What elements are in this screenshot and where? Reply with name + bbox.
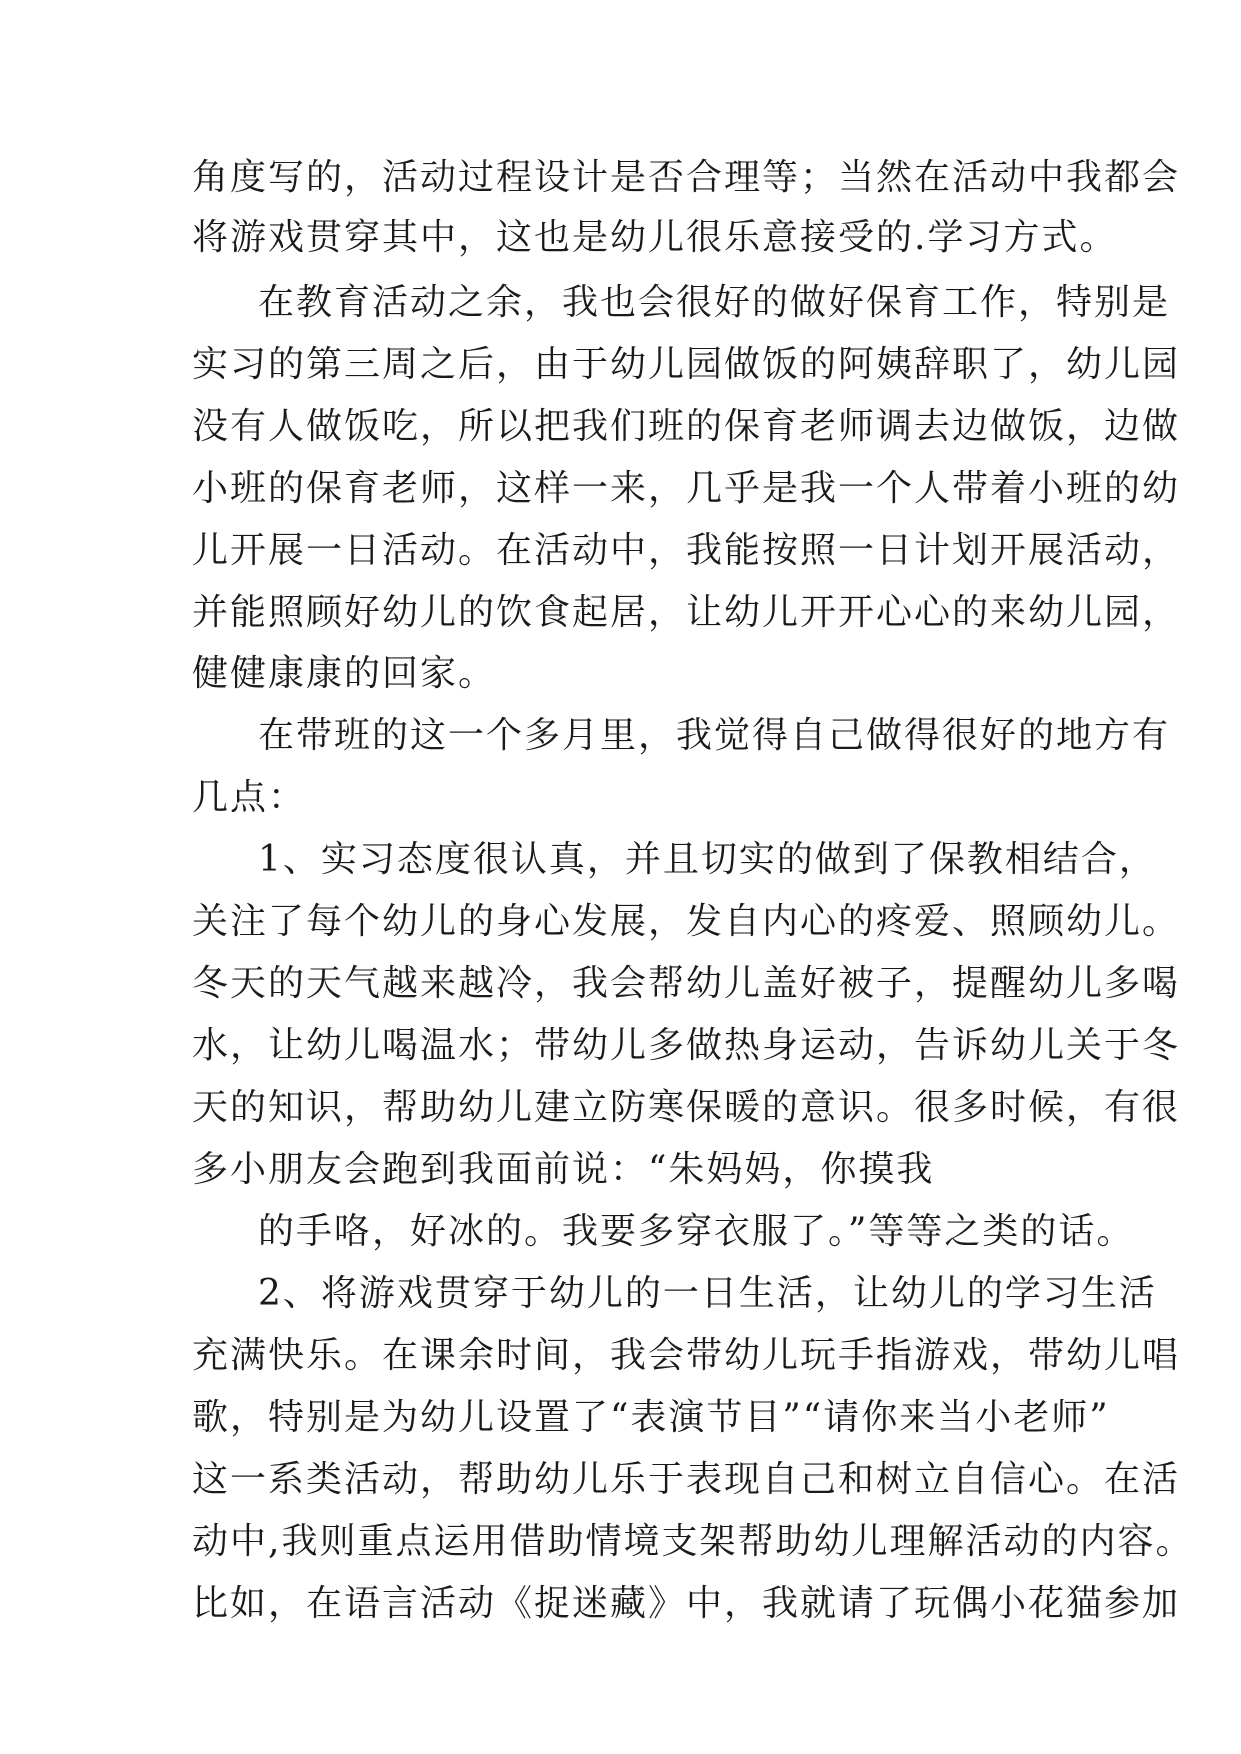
text-line: 小班的保育老师，这样一来，几乎是我一个人带着小班的幼 <box>192 468 1181 509</box>
text-line: 充满快乐。在课余时间，我会带幼儿玩手指游戏，带幼儿唱 <box>192 1335 1181 1376</box>
paragraph-start-line: 的手咯，好冰的。我要多穿衣服了。”等等之类的话。 <box>258 1211 1135 1252</box>
text-line: 多小朋友会跑到我面前说：“朱妈妈，你摸我 <box>192 1149 935 1190</box>
text-line: 健健康康的回家。 <box>192 653 497 694</box>
text-line: 水，让幼儿喝温水；带幼儿多做热身运动，告诉幼儿关于冬 <box>192 1025 1181 1066</box>
text-line: 这一系类活动，帮助幼儿乐于表现自己和树立自信心。在活 <box>192 1459 1181 1500</box>
paragraph-start-line: 2、将游戏贯穿于幼儿的一日生活，让幼儿的学习生活 <box>258 1273 1157 1314</box>
text-line: 没有人做饭吃，所以把我们班的保育老师调去边做饭，边做 <box>192 406 1181 447</box>
paragraph-start-line: 在教育活动之余，我也会很好的做好保育工作，特别是 <box>258 282 1171 323</box>
text-line: 天的知识，帮助幼儿建立防寒保暖的意识。很多时候，有很 <box>192 1087 1181 1128</box>
text-line: 冬天的天气越来越冷，我会帮幼儿盖好被子，提醒幼儿多喝 <box>192 963 1181 1004</box>
text-line: 将游戏贯穿其中，这也是幼儿很乐意接受的.学习方式。 <box>192 217 1118 258</box>
text-line: 动中,我则重点运用借助情境支架帮助幼儿理解活动的内容。 <box>192 1521 1194 1562</box>
text-line: 儿开展一日活动。在活动中，我能按照一日计划开展活动， <box>192 530 1181 571</box>
text-line: 并能照顾好幼儿的饮食起居，让幼儿开开心心的来幼儿园， <box>192 592 1181 633</box>
text-line: 关注了每个幼儿的身心发展，发自内心的疼爱、照顾幼儿。 <box>192 901 1181 942</box>
paragraph-start-line: 在带班的这一个多月里，我觉得自己做得很好的地方有 <box>258 715 1171 756</box>
text-line: 歌，特别是为幼儿设置了“表演节目”“请你来当小老师” <box>192 1397 1110 1438</box>
text-line: 角度写的，活动过程设计是否合理等；当然在活动中我都会 <box>192 157 1181 198</box>
text-line: 比如，在语言活动《捉迷藏》中，我就请了玩偶小花猫参加 <box>192 1583 1181 1624</box>
text-line: 实习的第三周之后，由于幼儿园做饭的阿姨辞职了，幼儿园 <box>192 344 1181 385</box>
paragraph-start-line: 1、实习态度很认真，并且切实的做到了保教相结合， <box>258 839 1157 880</box>
text-line: 几点： <box>192 777 307 818</box>
